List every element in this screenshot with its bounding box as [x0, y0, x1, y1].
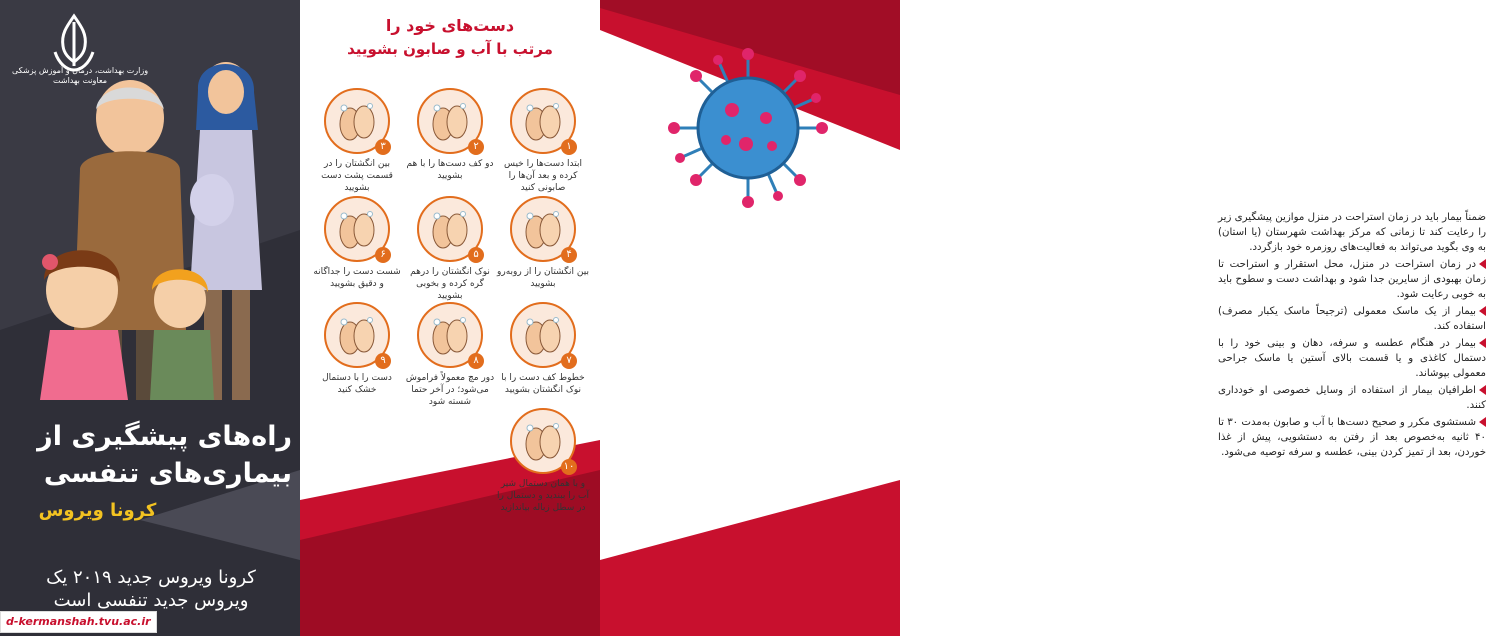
interlace-fingers-icon: [510, 196, 576, 262]
handwash-step: [496, 408, 590, 514]
handwash-title-line-2: مرتب با آب و صابون بشویید: [347, 40, 553, 58]
step-number: ۷: [561, 353, 577, 369]
guideline-item: [1218, 415, 1486, 460]
guideline-text: بیمار در هنگام عطسه و سرفه، دهان و بینی خود را با دستمال کاغذی و یا قسمت بالای آستین یا ماسک جراحی معمولی بپوشاند.: [1218, 338, 1486, 379]
faucet-icon: [510, 408, 576, 474]
step-caption: شست دست را جداگانه و دقیق بشویید: [313, 267, 401, 289]
step-caption: نوک انگشتان را درهم گره کرده و بخوبی بشویید: [410, 267, 490, 301]
handwash-step: [496, 88, 590, 194]
corona-description: کرونا ویروس جدید ۲۰۱۹ یک ویروس جدید تنفسی است: [46, 567, 256, 611]
handwash-step: [403, 196, 497, 302]
step-caption: بین انگشتان را از روبه‌رو بشویید: [497, 267, 589, 289]
guideline-item: [1218, 304, 1486, 334]
handwash-step: [403, 302, 497, 408]
guideline-text: در زمان استراحت در منزل، محل استقرار و استراحت تا زمان بهبودی از سایرین جدا شود و بهداشت دست و سطوح باید به خوبی رعایت شود.: [1218, 259, 1486, 300]
family-illustration: [0, 0, 300, 420]
bullet-marker-icon: [1479, 385, 1486, 395]
palm-lines-icon: [510, 302, 576, 368]
bullet-marker-icon: [1479, 259, 1486, 269]
handwash-step: [403, 88, 497, 182]
palms-rub-icon: [417, 88, 483, 154]
bullet-marker-icon: [1479, 417, 1486, 427]
handwash-step: [310, 302, 404, 396]
handwash-step: [310, 196, 404, 290]
guideline-text: شستشوی مکرر و صحیح دست‌ها با آب و صابون به‌مدت ۳۰ تا ۴۰ ثانیه به‌خصوص بعد از رفتن به دستشویی، پیش از غذا خوردن، بعد از تمیز کردن بینی، عطسه و سرفه توصیه می‌شود.: [1218, 417, 1486, 458]
bullet-marker-icon: [1479, 306, 1486, 316]
step-number: ۱۰: [561, 459, 577, 475]
main-title: راه‌های پیشگیری از بیماری‌های تنفسی: [37, 421, 292, 489]
step-caption: دو کف دست‌ها را با هم بشویید: [406, 159, 494, 181]
bullet-marker-icon: [1479, 338, 1486, 348]
handwash-step: [310, 88, 404, 194]
thumb-wash-icon: [324, 196, 390, 262]
handwash-title-line-1: دست‌های خود را: [385, 16, 515, 35]
patient-guidelines: [1218, 210, 1486, 462]
step-number: ۶: [375, 247, 391, 263]
guideline-item: [1218, 383, 1486, 413]
step-number: ۴: [561, 247, 577, 263]
guidelines-list: [1218, 257, 1486, 460]
step-caption: بین انگشتان را در قسمت پشت دست بشویید: [321, 159, 393, 193]
wet-hands-icon: [510, 88, 576, 154]
guidelines-intro: ضمناً بیمار باید در زمان استراحت در منزل موازین پیشگیری زیر را رعایت کند تا زمانی که مرکز بهداشت شهرستان (یا استان) به وی بگوید می‌تواند به فعالیت‌های روزمره خود بازگردد.: [1218, 212, 1486, 253]
guideline-text: اطرافیان بیمار از استفاده از وسایل خصوصی او خودداری کنند.: [1218, 385, 1486, 411]
step-number: ۵: [468, 247, 484, 263]
step-number: ۱: [561, 139, 577, 155]
step-number: ۹: [375, 353, 391, 369]
corona-title: کرونا ویروس: [38, 500, 157, 521]
right-panel: [600, 0, 1486, 636]
guideline-item: [1218, 336, 1486, 381]
step-caption: و با همان دستمال شیر آب را ببندید و دستمال را در سطل زباله بیاندازید: [497, 479, 589, 513]
fingertips-icon: [417, 196, 483, 262]
ministry-line-2: معاونت بهداشت: [53, 76, 107, 85]
step-number: ۳: [375, 139, 391, 155]
coronavirus-icon: [668, 48, 828, 208]
back-hand-icon: [324, 88, 390, 154]
left-panel: [0, 0, 300, 636]
middle-panel: [300, 0, 600, 636]
step-number: ۸: [468, 353, 484, 369]
handwash-step: [496, 196, 590, 290]
guideline-text: بیمار از یک ماسک معمولی (ترجیحاً ماسک یکبار مصرف) استفاده کند.: [1218, 306, 1486, 332]
ministry-line-1: وزارت بهداشت، درمان و آموزش پزشکی: [11, 66, 149, 75]
step-caption: ابتدا دست‌ها را خیس کرده و بعد آن‌ها را صابونی کنید: [503, 159, 582, 193]
step-caption: دست را با دستمال خشک کنید: [322, 373, 392, 395]
step-caption: خطوط کف دست را با نوک انگشتان بشویید: [501, 373, 585, 395]
step-number: ۲: [468, 139, 484, 155]
wrist-wash-icon: [417, 302, 483, 368]
guideline-item: [1218, 257, 1486, 302]
step-caption: دور مچ معمولاً فراموش می‌شود؛ در آخر حتما شسته شود: [405, 373, 495, 407]
dry-hands-icon: [324, 302, 390, 368]
handwash-step: [496, 302, 590, 396]
site-watermark: d-kermanshah.tvu.ac.ir: [0, 611, 157, 633]
